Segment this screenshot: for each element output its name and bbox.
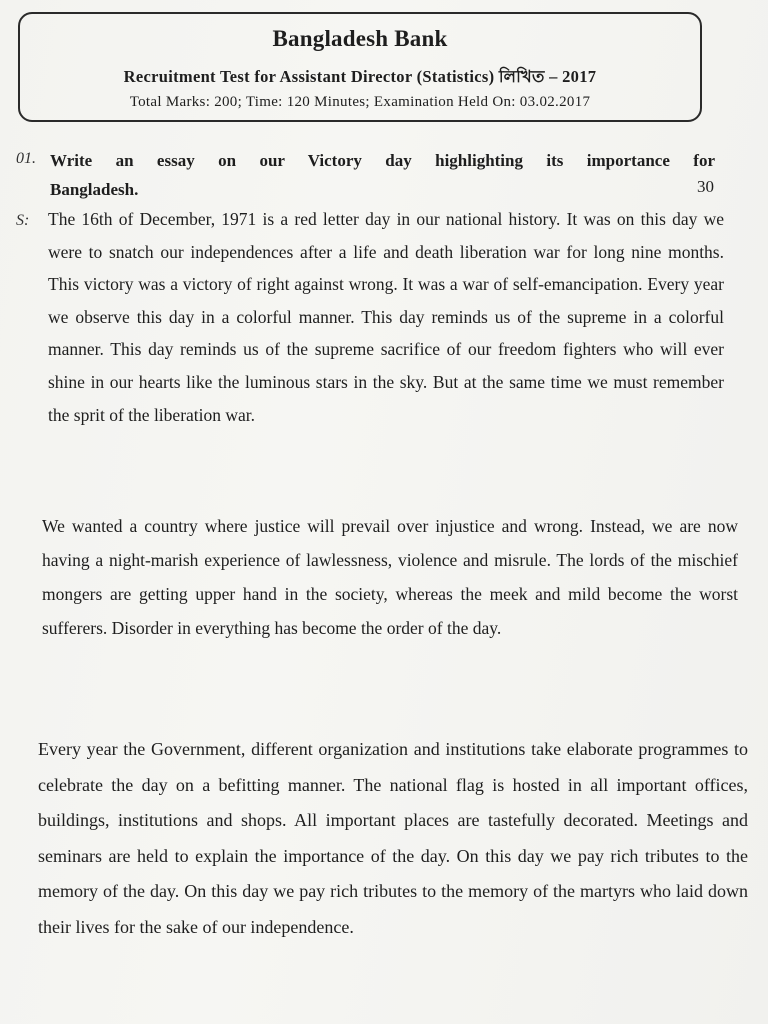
question-text-line2: Bangladesh.: [50, 180, 139, 199]
question-text-line1: Write an essay on our Victory day highlighting its importance for: [50, 151, 715, 170]
answer-label: S:: [16, 212, 30, 229]
question-number: 01.: [16, 150, 36, 167]
answer-paragraph: We wanted a country where justice will prevail over injustice and wrong. Instead, we are now having a night-marish experience of lawlessness, violence and misrule. The lords of the mischief mongers are getting upper hand in the society, whereas the meek and mild become the worst sufferers. Disorder in everything has become the order of the day.: [42, 516, 738, 638]
test-title: Recruitment Test for Assistant Director (Statistics) লিখিত – 2017: [123, 67, 597, 86]
exam-meta: Total Marks: 200; Time: 120 Minutes; Examination Held On: 03.02.2017: [129, 94, 591, 110]
answer-paragraph: Every year the Government, different organization and institutions take elaborate programmes to celebrate the day on a befitting manner. The national flag is hosted in all important offices, buildings, institutions and shops. All important places are tastefully decorated. Meetings and seminars are held to explain the importance of the day. On this day we pay rich tributes to the memory of the day. On this day we pay rich tributes to the memory of the martyrs who laid down their lives for the sake of our independence.: [38, 739, 748, 937]
organization-title: Bangladesh Bank: [272, 26, 448, 51]
exam-header-box: [18, 12, 702, 122]
answer-paragraph: The 16th of December, 1971 is a red letter day in our national history. It was on this day we were to snatch our independences after a life and death liberation war for long nine months. This victory was a victory of right against wrong. It was a war of self-emancipation. Every year we observe this day in a colorful manner. This day reminds us of the supreme in a colorful manner. This day reminds us of the supreme sacrifice of our freedom fighters who will ever shine in our hearts like the luminous stars in the sky. But at the same time we must remember the sprit of the liberation war.: [48, 209, 724, 425]
question-marks: 30: [697, 177, 714, 196]
